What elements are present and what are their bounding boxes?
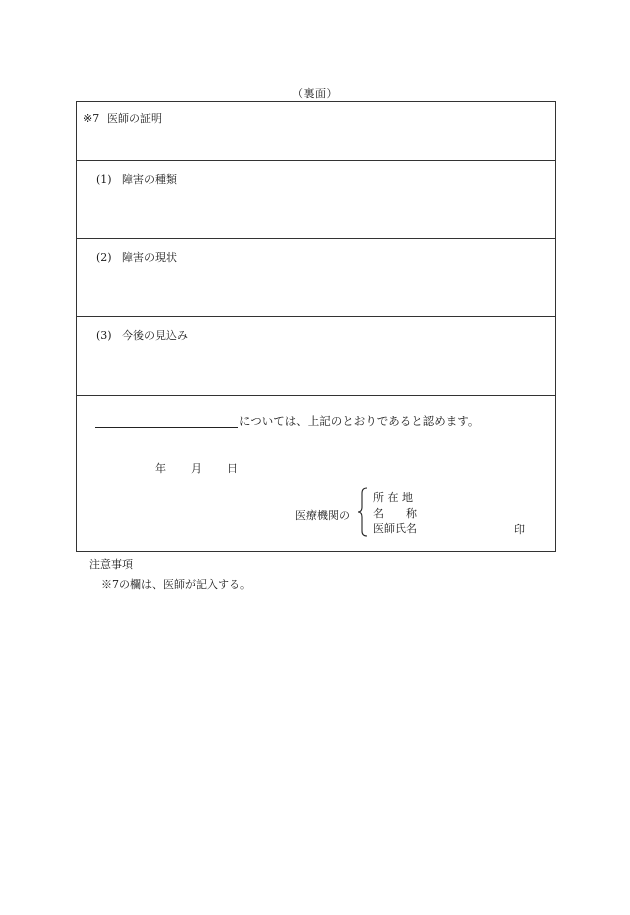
section-type-number: (1) (96, 173, 112, 186)
doctor-certificate-form (76, 101, 556, 552)
section-type-label (96, 171, 177, 187)
certification-statement: については、上記のとおりであると認めます。 (239, 414, 480, 428)
date-year-label: 年 (155, 462, 166, 475)
notes-item: ※7の欄は、医師が記入する。 (101, 578, 251, 591)
section-outlook-label (96, 327, 188, 343)
section-type-title: 障害の種類 (122, 173, 177, 186)
doctor-name-label[interactable]: 医師氏名 (373, 522, 417, 535)
institution-fields (373, 490, 417, 537)
section-doctor-label (83, 110, 162, 126)
date-day-label: 日 (227, 462, 238, 475)
section-outlook-number: (3) (96, 329, 112, 342)
section-future-outlook[interactable] (77, 317, 555, 396)
section-status-label (96, 249, 177, 265)
page-heading: （裏面） (292, 87, 338, 100)
section-doctor-certification (77, 102, 555, 161)
section-disability-type[interactable] (77, 161, 555, 239)
section-doctor-title: 医師の証明 (107, 112, 162, 125)
patient-name-blank[interactable] (95, 427, 238, 428)
section-doctor-mark: ※7 (83, 112, 100, 125)
section-status-number: (2) (96, 251, 112, 264)
date-month-label: 月 (191, 462, 202, 475)
notes-title: 注意事項 (89, 558, 133, 571)
section-status-title: 障害の現状 (122, 251, 177, 264)
institution-address-label[interactable]: 所 在 地 (373, 491, 413, 504)
date-row[interactable] (155, 460, 238, 476)
section-certification (77, 396, 555, 553)
institution-name-label[interactable]: 名 称 (373, 506, 417, 520)
section-outlook-title: 今後の見込み (122, 329, 188, 342)
seal-mark: 印 (514, 523, 525, 536)
left-brace-icon (357, 487, 373, 537)
section-disability-status[interactable] (77, 239, 555, 317)
institution-label: 医療機関の (295, 509, 350, 522)
